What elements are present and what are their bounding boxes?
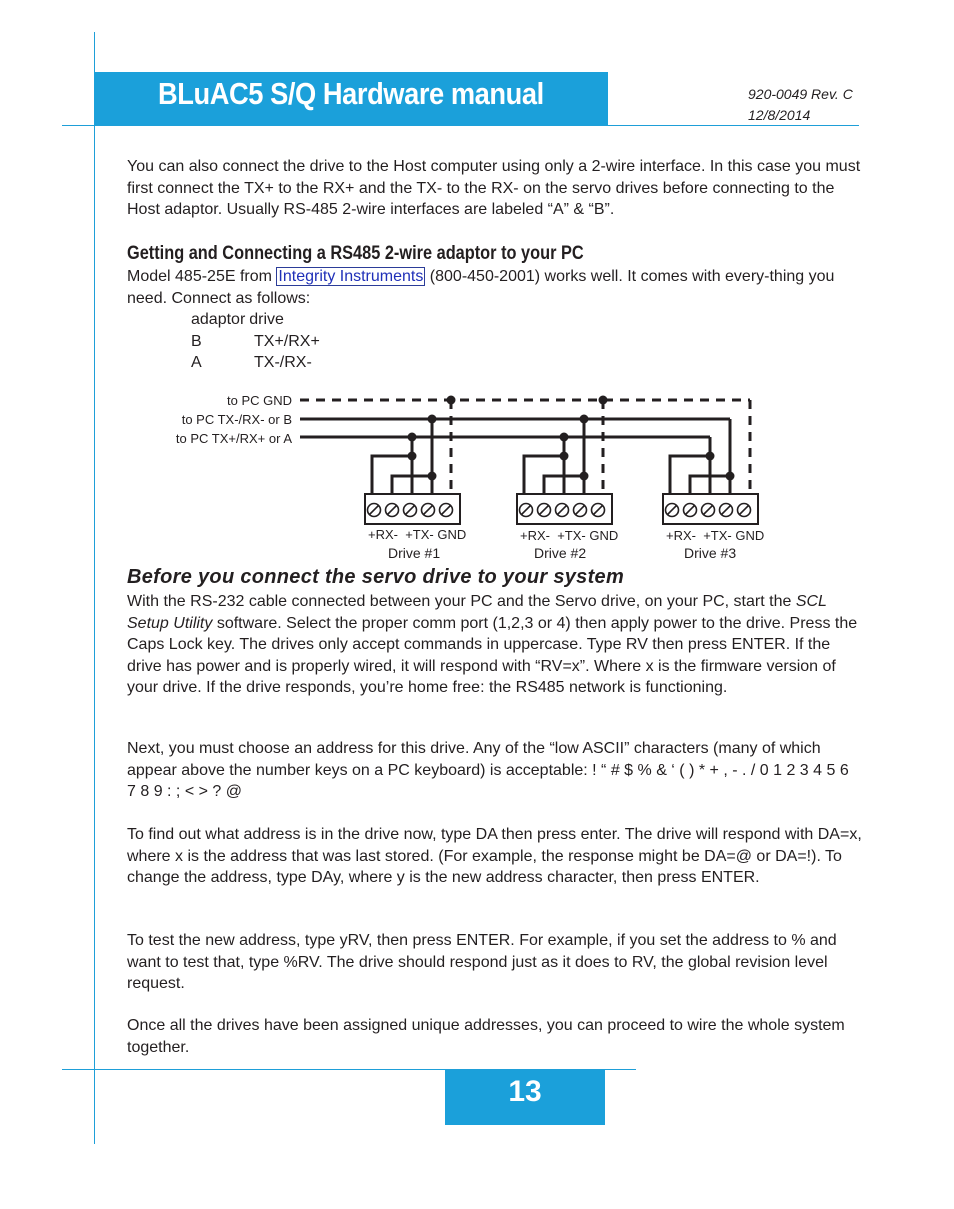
table-cell: B (191, 332, 202, 350)
drive3-terminal-block (663, 494, 758, 524)
section-heading-adaptor: Getting and Connecting a RS485 2-wire adaptor to your PC (127, 243, 584, 264)
drive2-label: Drive #2 (534, 545, 587, 561)
drive3-label: Drive #3 (684, 545, 737, 561)
table-cell: TX+/RX+ (254, 332, 320, 350)
intro-paragraph: You can also connect the drive to the Host computer using only a 2-wire interface. In this case you must first connect the TX+ to the RX+ and the TX- to the RX- on the servo drives before connecting to the Host adaptor. Usually RS-485 2-wire interfaces are labeled “A” & “B”. (127, 158, 861, 218)
drive3-terminal-labels: +RX- +TX- GND (666, 528, 765, 543)
label-pc-tx-minus: to PC TX-/RX- or B (181, 412, 292, 427)
paragraph-find-address: To find out what address is in the drive now, type DA then press enter. The drive will respond with DA=x, where x is the address that was last stored. (For example, the response might be DA=@ or DA=!). To change the address, type DAy, where y is the new address character, then press ENTER. (127, 826, 862, 886)
drive2-terminal-block (517, 494, 612, 524)
scl-setup-utility-name: SCL Setup Utility (127, 593, 827, 632)
drive2-terminal-labels: +RX- +TX- GND (520, 528, 619, 543)
drive1-wires (372, 419, 432, 494)
integrity-instruments-link[interactable]: Integrity Instruments (278, 268, 424, 285)
adaptor-text-b: (800-450-2001) works well. It comes with every-thing you need. Connect as follows: (127, 268, 835, 307)
table-cell: A (191, 354, 202, 371)
paragraph-address-choice: Next, you must choose an address for this drive. Any of the “low ASCII” characters (many of which appear above the number keys on a PC keyboard) is acceptable: ! “ # $ % & ‘ ( ) * + , - . / 0 1 2 3 4 5 6 7 8 9 : ; < > ? @ (127, 740, 849, 800)
drive1-label: Drive #1 (388, 545, 441, 561)
drive3-wires (670, 419, 730, 494)
drive1-terminal-labels: +RX- +TX- GND (368, 527, 467, 542)
doc-date: 12/8/2014 (748, 107, 811, 123)
p1-text-b: software. Select the proper comm port (1,2,3 or 4) then apply power to the drive. Press the Caps Lock key. The drives only accept commands in uppercase. Type RV then press ENTER. If the drive has power and is properly wired, it will respond with “RV=x”. Where x is the firmware version of your drive. If the drive responds, you’re home free: the RS485 network is functioning. (127, 614, 858, 696)
paragraph-rs232-setup (127, 591, 862, 699)
label-pc-gnd: to PC GND (226, 393, 292, 408)
label-pc-tx-plus: to PC TX+/RX+ or A (175, 431, 292, 446)
table-header-cell: drive (249, 311, 284, 328)
page-number: 13 (508, 1075, 542, 1108)
drive2-wires (524, 419, 584, 494)
paragraph-test-address: To test the new address, type yRV, then press ENTER. For example, if you set the address to % and want to test that, type %RV. The drive should respond just as it does to RV, the global revision level request. (127, 932, 837, 992)
section-heading-before-connect: Before you connect the servo drive to your system (127, 566, 625, 588)
page-title: BLuAC5 S/Q Hardware manual (158, 76, 544, 111)
doc-number: 920-0049 Rev. C (748, 86, 853, 102)
adaptor-text-a: Model 485-25E from (127, 268, 277, 285)
p1-text-a: With the RS-232 cable connected between your PC and the Servo drive, on your PC, start the (127, 593, 796, 610)
drive1-terminal-block (365, 494, 460, 524)
table-header-cell: adaptor (191, 311, 246, 328)
table-cell: TX-/RX- (254, 354, 312, 371)
paragraph-wire-system: Once all the drives have been assigned unique addresses, you can proceed to wire the whole system together. (127, 1017, 845, 1056)
